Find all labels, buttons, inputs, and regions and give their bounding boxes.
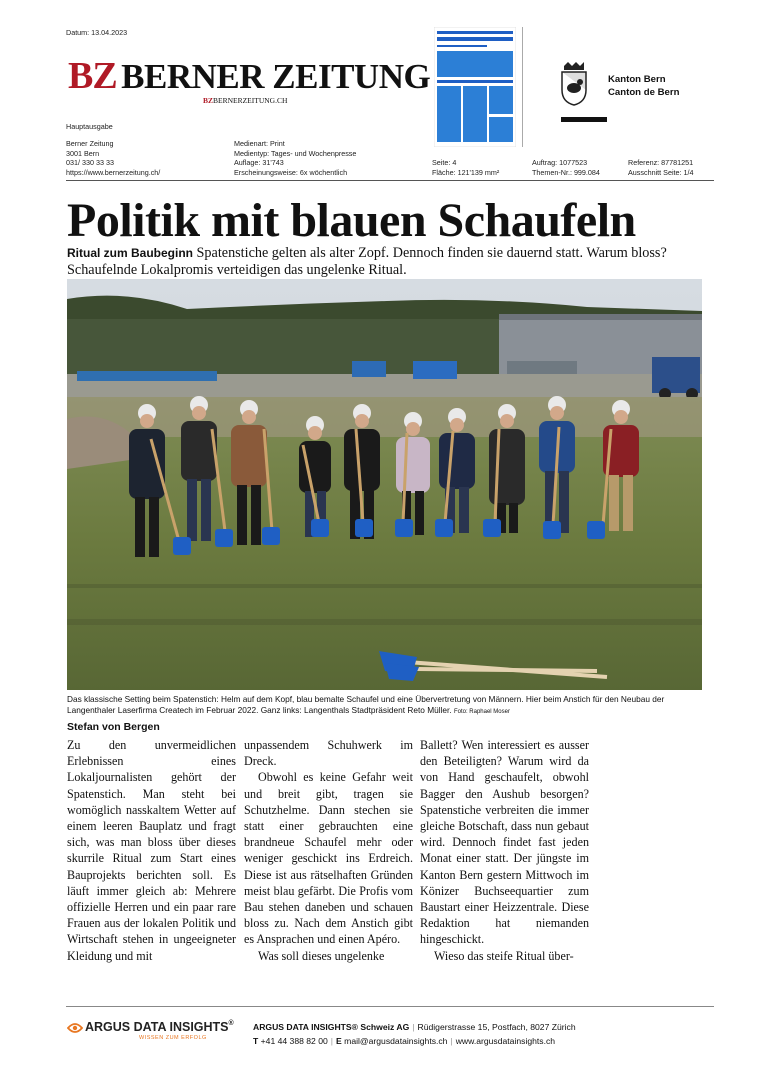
publisher-info: Berner Zeitung 3001 Bern 031/ 330 33 33 https://www.bernerzeitung.ch/ bbox=[66, 139, 161, 177]
paragraph: Obwohl es keine Gefahr weit und breit gibt, tragen sie Schutzhelme. Dann stechen sie statt einer gebrauchten eine brandneue Schaufel mehr oder weniger geschickt ins Erdreich. Diese ist aus rätselhaften Gründen meist blau gefärbt. Die Profis vom Bau stehen daneben und schauen bloss zu. Nach dem Anstich gibt es Ansprachen und einen Apéro. bbox=[244, 770, 413, 947]
footer-address-line: ARGUS DATA INSIGHTS® Schweiz AG | Rüdigerstrasse 15, Postfach, 8027 Zürich bbox=[253, 1022, 576, 1032]
paragraph: Wieso das steife Ritual über- bbox=[434, 948, 574, 963]
article-lead bbox=[67, 245, 707, 279]
footer-website[interactable]: www.argusdatainsights.ch bbox=[455, 1036, 556, 1046]
media-info: Medienart: Print Medientyp: Tages- und Wochenpresse Auflage: 31'743 Erscheinungsweise: 6x wöchentlich bbox=[234, 139, 357, 177]
canton-bern-crest-icon bbox=[560, 62, 588, 106]
article-column-1 bbox=[67, 737, 236, 964]
footer-email[interactable]: mail@argusdatainsights.ch bbox=[344, 1036, 448, 1046]
footer-address: Rüdigerstrasse 15, Postfach, 8027 Zürich bbox=[417, 1022, 576, 1032]
header-rule bbox=[66, 180, 714, 181]
page-info: Seite: 4 Fläche: 121'139 mm² bbox=[432, 158, 500, 177]
logo-url: BZBERNERZEITUNG.CH bbox=[203, 96, 288, 105]
paragraph: Ballett? Wen interessiert es ausser den Beteiligten? Warum wird da von Hand geschaufelt, obwohl Bagger den Aushub besorgen? Spatenstiche verbreiten die immer gleiche Botschaft, dass nun gebaut wird. Dennoch findet fast jeden Monat einer statt. Der jüngste im Kanton Bern gestern Mittwoch im Könizer Buchseequartier zum Baustart einer Heizzentrale. Diese Redaktion hat niemanden hingeschickt. bbox=[420, 738, 589, 947]
article-column-3 bbox=[420, 737, 589, 964]
article-photo bbox=[67, 279, 702, 690]
berner-zeitung-logo bbox=[68, 54, 430, 98]
article-headline: Politik mit blauen Schaufeln bbox=[67, 194, 636, 247]
paragraph: Zu den unvermeidlichen Erlebnissen eines Lokaljournalisten gehört der Spatenstich. Man steht bei womöglich nasskaltem Wetter auf einem leeren Bauplatz und fragt sich, was man bloss über dieses skurrile Ritual zum Start eines Bauprojekts berichten soll. Es läuft immer gleich ab: Mehrere offizielle Herren und ein paar rare Frauen aus der lokalen Politik und Wirtschaft stehen in ungeeigneter Kleidung und mit bbox=[67, 738, 236, 963]
order-info: Auftrag: 1077523 Themen-Nr.: 999.084 bbox=[532, 158, 600, 177]
footer-phone: +41 44 388 82 00 bbox=[260, 1036, 328, 1046]
footer-rule bbox=[66, 1006, 714, 1007]
paragraph: Was soll dieses ungelenke bbox=[258, 948, 385, 963]
canton-bar bbox=[561, 117, 607, 122]
article-column-2 bbox=[244, 737, 413, 964]
logo-name: BERNER ZEITUNG bbox=[121, 57, 431, 96]
argus-brand: ARGUS DATA INSIGHTS bbox=[85, 1020, 229, 1034]
header-separator bbox=[522, 27, 523, 147]
footer-company: ARGUS DATA INSIGHTS® Schweiz AG bbox=[253, 1022, 410, 1032]
paragraph: unpassendem Schuhwerk im Dreck. bbox=[244, 738, 413, 769]
photo-caption: Das klassische Setting beim Spatenstich: Helm auf dem Kopf, blau bemalte Schaufel und eine Übervertretung von Männern. Hier beim Anstich für den Neubau der Langenthaler Laserfirma Createch im Februar 2022. Ganz links: Langenthals Stadtpräsident Reto Müller. Foto: Raphael Moser bbox=[67, 694, 665, 715]
document-date: Datum: 13.04.2023 bbox=[66, 28, 128, 37]
reference-info: Referenz: 87781251 Ausschnitt Seite: 1/4 bbox=[628, 158, 694, 177]
article-lead-text: Spatenstiche gelten als alter Zopf. Dennoch finden sie dauernd statt. Warum bloss? Schaufelnde Lokalpromis verteidigen das ungelenke Ritual. bbox=[67, 245, 667, 278]
argus-tagline: WISSEN ZUM ERFOLG bbox=[139, 1035, 207, 1041]
article-kicker: Ritual zum Baubeginn bbox=[67, 246, 193, 260]
edition-label: Hauptausgabe bbox=[66, 122, 113, 131]
article-author: Stefan von Bergen bbox=[67, 721, 160, 733]
argus-eye-icon bbox=[67, 1022, 83, 1034]
logo-bz: BZ bbox=[68, 55, 117, 97]
canton-label: Kanton Bern Canton de Bern bbox=[608, 74, 680, 98]
footer-contact-line: T +41 44 388 82 00 | E mail@argusdatainsights.ch | www.argusdatainsights.ch bbox=[253, 1036, 556, 1046]
photo-credit: Foto: Raphael Moser bbox=[453, 709, 510, 715]
page-thumbnail bbox=[434, 27, 516, 147]
